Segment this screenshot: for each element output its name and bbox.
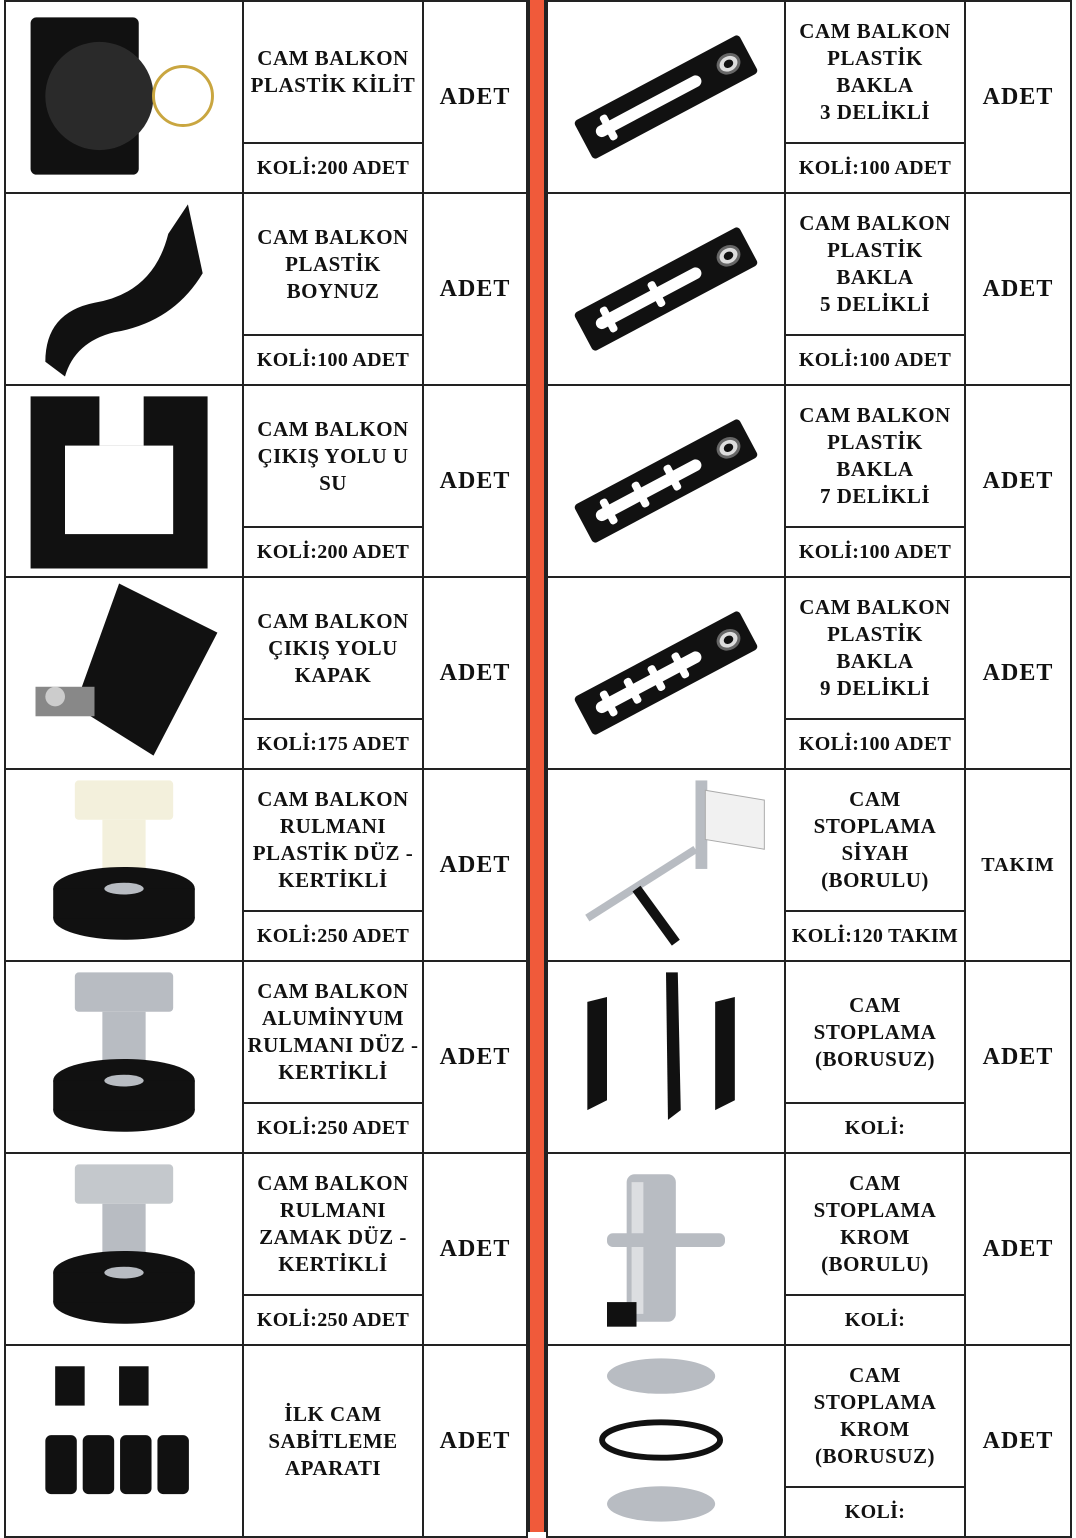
- sales-unit: ADET: [964, 576, 1072, 770]
- product-image: [4, 576, 244, 770]
- product-name: CAM BALKON PLASTİK KİLİT: [242, 0, 424, 144]
- product-row: [4, 1152, 528, 1344]
- sales-unit: TAKIM: [964, 768, 1072, 962]
- sales-unit: ADET: [964, 0, 1072, 194]
- product-row: [546, 960, 1072, 1152]
- box-quantity: KOLİ:: [784, 1294, 966, 1346]
- box-quantity: KOLİ:250 ADET: [242, 1294, 424, 1346]
- exit-u-piece-icon: [6, 386, 242, 576]
- product-row: [4, 768, 528, 960]
- box-quantity: KOLİ:100 ADET: [784, 718, 966, 770]
- product-image: [546, 1344, 786, 1538]
- box-quantity: KOLİ:120 TAKIM: [784, 910, 966, 962]
- product-name: CAM STOPLAMA KROM (BORULU): [784, 1152, 966, 1296]
- product-image: [546, 192, 786, 386]
- sales-unit: ADET: [422, 960, 528, 1154]
- box-quantity: KOLİ:100 ADET: [242, 334, 424, 386]
- sales-unit: ADET: [422, 768, 528, 962]
- sales-unit: ADET: [964, 192, 1072, 386]
- sales-unit: ADET: [964, 960, 1072, 1154]
- product-row: [546, 1152, 1072, 1344]
- product-image: [4, 192, 244, 386]
- product-name: CAM BALKON PLASTİK BAKLA 7 DELİKLİ: [784, 384, 966, 528]
- box-quantity: KOLİ:250 ADET: [242, 1102, 424, 1154]
- product-image: [4, 768, 244, 962]
- box-quantity: KOLİ:: [784, 1102, 966, 1154]
- box-quantity: KOLİ:100 ADET: [784, 526, 966, 578]
- product-image: [546, 384, 786, 578]
- box-quantity: KOLİ:: [784, 1486, 966, 1538]
- sales-unit: ADET: [422, 1344, 528, 1538]
- product-image: [546, 768, 786, 962]
- product-name: CAM BALKON ÇIKIŞ YOLU U SU: [242, 384, 424, 528]
- stopper-no-tube-icon: [548, 962, 784, 1152]
- right-product-column: [546, 0, 1072, 1532]
- box-quantity: KOLİ:100 ADET: [784, 142, 966, 194]
- link-5-hole-icon: [548, 194, 784, 384]
- product-image: [4, 960, 244, 1154]
- plastic-lock-icon: [6, 2, 242, 192]
- product-image: [546, 576, 786, 770]
- product-name: CAM BALKON ALUMİNYUM RULMANI DÜZ - KERTİKLİ: [242, 960, 424, 1104]
- sales-unit: ADET: [422, 1152, 528, 1346]
- product-name: CAM STOPLAMA KROM (BORUSUZ): [784, 1344, 966, 1488]
- sales-unit: ADET: [422, 192, 528, 386]
- product-name: CAM BALKON PLASTİK BAKLA 3 DELİKLİ: [784, 0, 966, 144]
- sales-unit: ADET: [422, 0, 528, 194]
- product-row: [4, 384, 528, 576]
- aluminium-bearing-icon: [6, 962, 242, 1152]
- box-quantity: KOLİ:175 ADET: [242, 718, 424, 770]
- plastic-horn-icon: [6, 194, 242, 384]
- product-name: CAM STOPLAMA SİYAH (BORULU): [784, 768, 966, 912]
- product-name: CAM BALKON PLASTİK BAKLA 5 DELİKLİ: [784, 192, 966, 336]
- product-name: CAM BALKON ÇIKIŞ YOLU KAPAK: [242, 576, 424, 720]
- product-image: [546, 960, 786, 1154]
- product-row: [546, 1344, 1072, 1536]
- product-name: İLK CAM SABİTLEME APARATI: [242, 1344, 424, 1538]
- product-image: [4, 1152, 244, 1346]
- product-image: [546, 0, 786, 194]
- box-quantity: KOLİ:100 ADET: [784, 334, 966, 386]
- sales-unit: ADET: [422, 576, 528, 770]
- product-name: CAM BALKON RULMANI PLASTİK DÜZ - KERTİKLİ: [242, 768, 424, 912]
- column-divider: [528, 0, 546, 1532]
- box-quantity: KOLİ:250 ADET: [242, 910, 424, 962]
- product-row: [4, 576, 528, 768]
- sales-unit: ADET: [964, 1152, 1072, 1346]
- stopper-chrome-no-tube-icon: [548, 1346, 784, 1536]
- product-name: CAM BALKON PLASTİK BAKLA 9 DELİKLİ: [784, 576, 966, 720]
- product-name: CAM BALKON RULMANI ZAMAK DÜZ - KERTİKLİ: [242, 1152, 424, 1296]
- product-name: CAM BALKON PLASTİK BOYNUZ: [242, 192, 424, 336]
- link-3-hole-icon: [548, 2, 784, 192]
- product-row: [546, 192, 1072, 384]
- product-row: [4, 1344, 528, 1536]
- box-quantity: KOLİ:200 ADET: [242, 526, 424, 578]
- product-image: [546, 1152, 786, 1346]
- exit-cover-icon: [6, 578, 242, 768]
- product-image: [4, 384, 244, 578]
- product-row: [546, 768, 1072, 960]
- product-name: CAM STOPLAMA (BORUSUZ): [784, 960, 966, 1104]
- glass-fixing-clips-icon: [6, 1346, 242, 1536]
- product-row: [4, 192, 528, 384]
- product-image: [4, 0, 244, 194]
- box-quantity: KOLİ:200 ADET: [242, 142, 424, 194]
- product-row: [546, 576, 1072, 768]
- link-7-hole-icon: [548, 386, 784, 576]
- sales-unit: ADET: [964, 384, 1072, 578]
- stopper-black-tube-icon: [548, 770, 784, 960]
- product-row: [546, 384, 1072, 576]
- left-product-column: [4, 0, 528, 1532]
- zamak-bearing-icon: [6, 1154, 242, 1344]
- product-row: [4, 960, 528, 1152]
- stopper-chrome-tube-icon: [548, 1154, 784, 1344]
- product-row: [546, 0, 1072, 192]
- link-9-hole-icon: [548, 578, 784, 768]
- product-image: [4, 1344, 244, 1538]
- sales-unit: ADET: [964, 1344, 1072, 1538]
- sales-unit: ADET: [422, 384, 528, 578]
- plastic-bearing-icon: [6, 770, 242, 960]
- product-row: [4, 0, 528, 192]
